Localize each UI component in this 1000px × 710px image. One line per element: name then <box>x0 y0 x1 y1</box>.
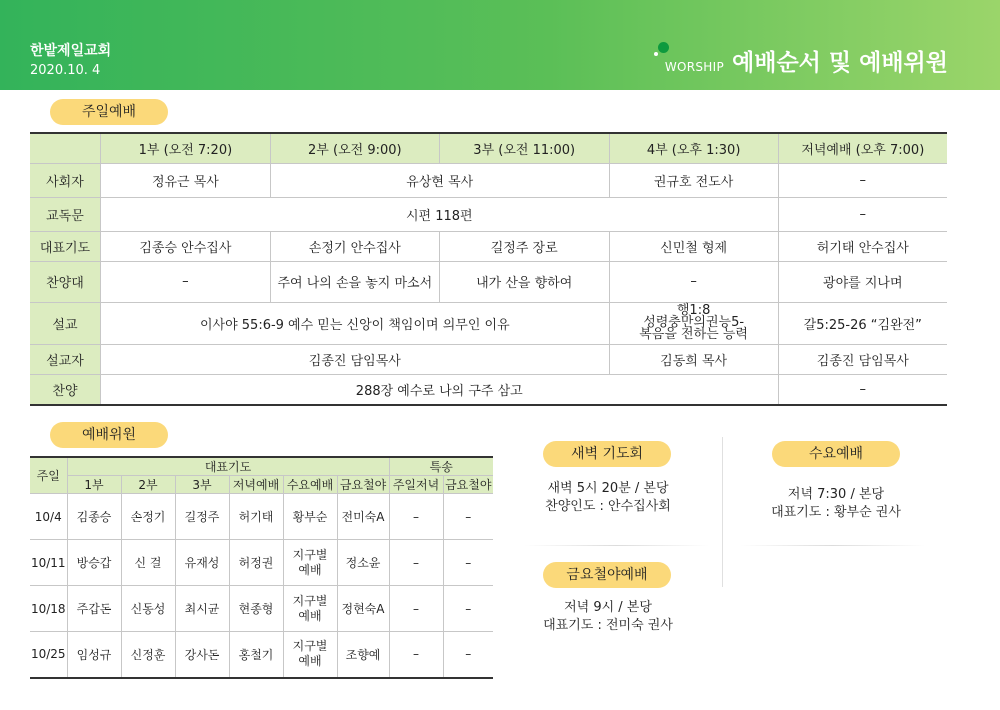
date-cell: 10/18 <box>30 586 67 632</box>
table-cell: 내가 산을 향하여 <box>439 261 609 302</box>
page-title: 예배순서 및 예배위원 <box>732 50 948 76</box>
table-cell: – <box>443 586 493 632</box>
dawn-prayer-info <box>513 480 703 516</box>
table-cell: 정유근 목사 <box>100 163 270 197</box>
column-header: 금요철야 <box>337 476 389 494</box>
corner-cell <box>30 133 100 163</box>
white-dot-icon <box>654 52 658 56</box>
row-header: 찬양대 <box>30 261 100 302</box>
table-row <box>30 374 947 405</box>
table-cell: – <box>389 586 443 632</box>
column-header: 4부 (오후 1:30) <box>609 133 778 163</box>
table-cell: 홍철기 <box>229 632 283 678</box>
info-line: 대표기도 : 전미숙 권사 <box>543 618 673 633</box>
table-row <box>30 261 947 302</box>
dawn-prayer-label: 새벽 기도회 <box>543 441 671 467</box>
cell-line: 예배 <box>298 654 322 669</box>
table-cell: 방승갑 <box>67 540 121 586</box>
table-cell: 황부순 <box>283 494 337 540</box>
table-cell: 신 걸 <box>121 540 175 586</box>
friday-service-label: 금요철야예배 <box>543 562 671 588</box>
column-header: 저녁예배 (오후 7:00) <box>778 133 947 163</box>
table-cell: – <box>389 540 443 586</box>
sermon-text-line: 행1:8 <box>676 303 711 318</box>
date-cell: 10/4 <box>30 494 67 540</box>
row-header: 설교자 <box>30 344 100 374</box>
row-header: 교독문 <box>30 197 100 231</box>
table-cell: 유재성 <box>175 540 229 586</box>
table-row <box>30 632 493 678</box>
table-cell: 손정기 안수집사 <box>270 231 439 261</box>
table-cell: 임성규 <box>67 632 121 678</box>
column-header: 3부 <box>175 476 229 494</box>
church-name: 한밭제일교회 <box>30 43 112 59</box>
table-row <box>30 344 947 374</box>
table-cell: 신동성 <box>121 586 175 632</box>
bulletin-date: 2020.10. 4 <box>30 63 101 78</box>
divider-line <box>524 545 709 546</box>
table-cell: 정소윤 <box>337 540 389 586</box>
table-cell: 현종형 <box>229 586 283 632</box>
column-header: 2부 <box>121 476 175 494</box>
table-cell: 조향예 <box>337 632 389 678</box>
table-row <box>30 197 947 231</box>
column-header: 3부 (오전 11:00) <box>439 133 609 163</box>
column-header: 주일 <box>30 457 67 494</box>
table-cell: 길정주 <box>175 494 229 540</box>
table-cell: 허정권 <box>229 540 283 586</box>
column-header: 2부 (오전 9:00) <box>270 133 439 163</box>
column-header: 금요철야 <box>443 476 493 494</box>
table-row <box>30 302 947 344</box>
table-cell: – <box>389 494 443 540</box>
table-header-row <box>30 133 947 163</box>
cell-line: 지구별 <box>292 639 328 654</box>
date-cell: 10/25 <box>30 632 67 678</box>
table-cell: 김종승 <box>67 494 121 540</box>
row-header: 사회자 <box>30 163 100 197</box>
table-cell: 손정기 <box>121 494 175 540</box>
cell-line: 지구별 <box>292 547 328 562</box>
page-title-group <box>665 44 948 77</box>
table-cell: 김종승 안수집사 <box>100 231 270 261</box>
row-header: 찬양 <box>30 374 100 405</box>
table-cell: 길정주 장로 <box>439 231 609 261</box>
table-cell: 288장 예수로 나의 구주 삼고 <box>100 374 778 405</box>
divider-line <box>740 545 925 546</box>
table-cell: – <box>443 494 493 540</box>
worship-label: WORSHIP <box>664 60 725 74</box>
panel-divider <box>722 437 723 587</box>
table-row <box>30 540 493 586</box>
table-row <box>30 231 947 261</box>
table-cell: – <box>389 632 443 678</box>
table-cell: 유상현 목사 <box>270 163 609 197</box>
sunday-service-table <box>30 132 947 406</box>
table-cell: 시편 118편 <box>100 197 778 231</box>
table-cell: 주여 나의 손을 놓지 마소서 <box>270 261 439 302</box>
table-cell: 김동희 목사 <box>609 344 778 374</box>
table-header-row <box>30 476 493 494</box>
wednesday-service-info <box>741 486 931 522</box>
column-header: 수요예배 <box>283 476 337 494</box>
table-cell <box>609 302 778 344</box>
committee-table <box>30 456 493 679</box>
info-line: 저녁 9시 / 본당 <box>564 600 652 615</box>
sermon-text-line: 성령충만의권능5- <box>643 315 745 330</box>
table-header-row <box>30 457 493 476</box>
info-line: 저녁 7:30 / 본당 <box>787 487 885 502</box>
table-cell: 허기태 <box>229 494 283 540</box>
table-cell: – <box>443 632 493 678</box>
table-cell: 허기태 안수집사 <box>778 231 947 261</box>
table-cell: 주갑돈 <box>67 586 121 632</box>
table-cell: 최시균 <box>175 586 229 632</box>
table-cell: 갈5:25-26 “김완전” <box>778 302 947 344</box>
table-cell: – <box>778 163 947 197</box>
table-cell: – <box>609 261 778 302</box>
table-cell: – <box>778 374 947 405</box>
green-dot-icon <box>658 42 669 53</box>
wednesday-service-label: 수요예배 <box>772 441 900 467</box>
table-row <box>30 494 493 540</box>
table-cell: 전미숙A <box>337 494 389 540</box>
column-header: 주일저녁 <box>389 476 443 494</box>
date-cell: 10/11 <box>30 540 67 586</box>
committee-label: 예배위원 <box>50 422 168 448</box>
header-banner <box>0 0 1000 90</box>
table-cell: – <box>443 540 493 586</box>
table-cell: 광야를 지나며 <box>778 261 947 302</box>
sunday-service-label: 주일예배 <box>50 99 168 125</box>
table-cell: 신민철 형제 <box>609 231 778 261</box>
cell-line: 지구별 <box>292 593 328 608</box>
table-cell: 신정훈 <box>121 632 175 678</box>
column-header: 저녁예배 <box>229 476 283 494</box>
row-header: 대표기도 <box>30 231 100 261</box>
table-cell <box>283 632 337 678</box>
table-cell: 김종진 담임목사 <box>100 344 609 374</box>
table-cell: – <box>100 261 270 302</box>
table-cell <box>283 586 337 632</box>
table-cell: 이사야 55:6-9 예수 믿는 신앙이 책임이며 의무인 이유 <box>100 302 609 344</box>
column-header: 대표기도 <box>67 457 389 476</box>
row-header: 설교 <box>30 302 100 344</box>
table-cell <box>283 540 337 586</box>
info-line: 새벽 5시 20분 / 본당 <box>547 481 669 496</box>
table-cell: 김종진 담임목사 <box>778 344 947 374</box>
table-row <box>30 163 947 197</box>
table-row <box>30 586 493 632</box>
table-cell: 강사돈 <box>175 632 229 678</box>
friday-service-info <box>513 599 703 635</box>
info-line: 대표기도 : 황부순 권사 <box>771 505 901 520</box>
table-cell: – <box>778 197 947 231</box>
table-cell: 정현숙A <box>337 586 389 632</box>
column-header: 1부 <box>67 476 121 494</box>
cell-line: 예배 <box>298 562 322 577</box>
column-header: 1부 (오전 7:20) <box>100 133 270 163</box>
column-header: 특송 <box>389 457 493 476</box>
cell-line: 예배 <box>298 608 322 623</box>
info-line: 찬양인도 : 안수집사회 <box>545 499 671 514</box>
sermon-text-line: 복음을 전하는 능력 <box>639 327 748 342</box>
table-cell: 권규호 전도사 <box>609 163 778 197</box>
